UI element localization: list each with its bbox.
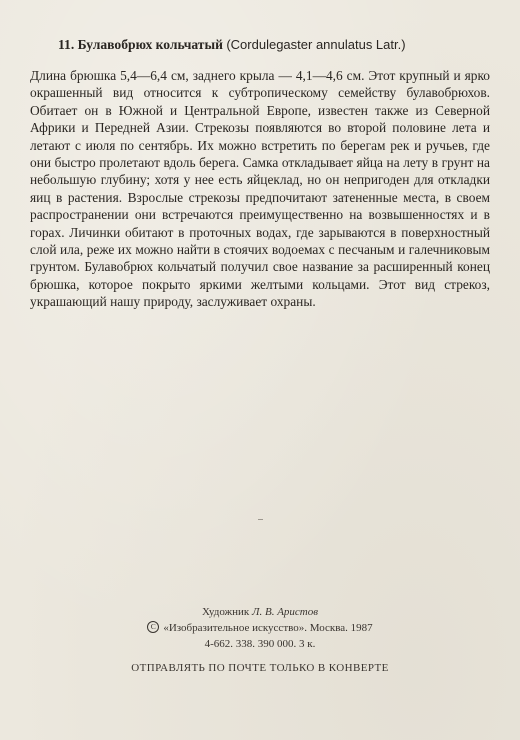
species-latin-name: (Cordulegaster annulatus Latr.) <box>226 37 406 52</box>
mail-notice: ОТПРАВЛЯТЬ ПО ПОЧТЕ ТОЛЬКО В КОНВЕРТЕ <box>131 662 389 674</box>
artist-name: Л. В. Аристов <box>252 606 319 618</box>
publisher-line <box>0 620 520 636</box>
artist-credit <box>0 604 520 620</box>
species-description: Длина брюшка 5,4—6,4 см, заднего крыла — 4,1—4,6 см. Этот крупный и ярко окрашенный вид относится к субтропическому семейству булавобрюхов. Обитает он в Южной и Центральной Европе, известен также из Северной Африки и Передней Азии. Стрекозы появляются во второй половине лета и летают с июля по сентябрь. Их можно встретить по берегам рек и ручьев, где они быстро пролетают вдоль берега. Самка откладывает яйца на лету в грунт на небольшую глубину; хотя у нее есть яйцеклад, но он непригоден для откладки яиц в растения. Взрослые стрекозы предпочитают затененные места, в своем распространении они встречаются преимущественно на возвышенностях и в горах. Личинки обитают в проточных водах, где зарываются в поверхностный слой ила, реже их можно найти в стоячих водоемах с песчаным и галечниковым грунтом. Булавобрюх кольчатый получил свое название за расширенный конец брюшка, которое покрыто яркими желтыми кольцами. Этот вид стрекоз, украшающий нашу природу, заслуживает охраны. <box>30 68 490 310</box>
print-mark <box>258 519 263 520</box>
artist-label: Художник <box>201 606 250 618</box>
species-heading <box>58 36 498 54</box>
species-name: Булавобрюх кольчатый <box>77 37 223 52</box>
species-number: 11. <box>58 37 75 52</box>
publication-footer <box>0 604 520 676</box>
copyright-icon: С <box>147 621 159 633</box>
publisher-name: «Изобразительное искусство». Москва. 1987 <box>163 622 373 634</box>
print-code: 4-662. 338. 390 000. 3 к. <box>204 638 316 650</box>
